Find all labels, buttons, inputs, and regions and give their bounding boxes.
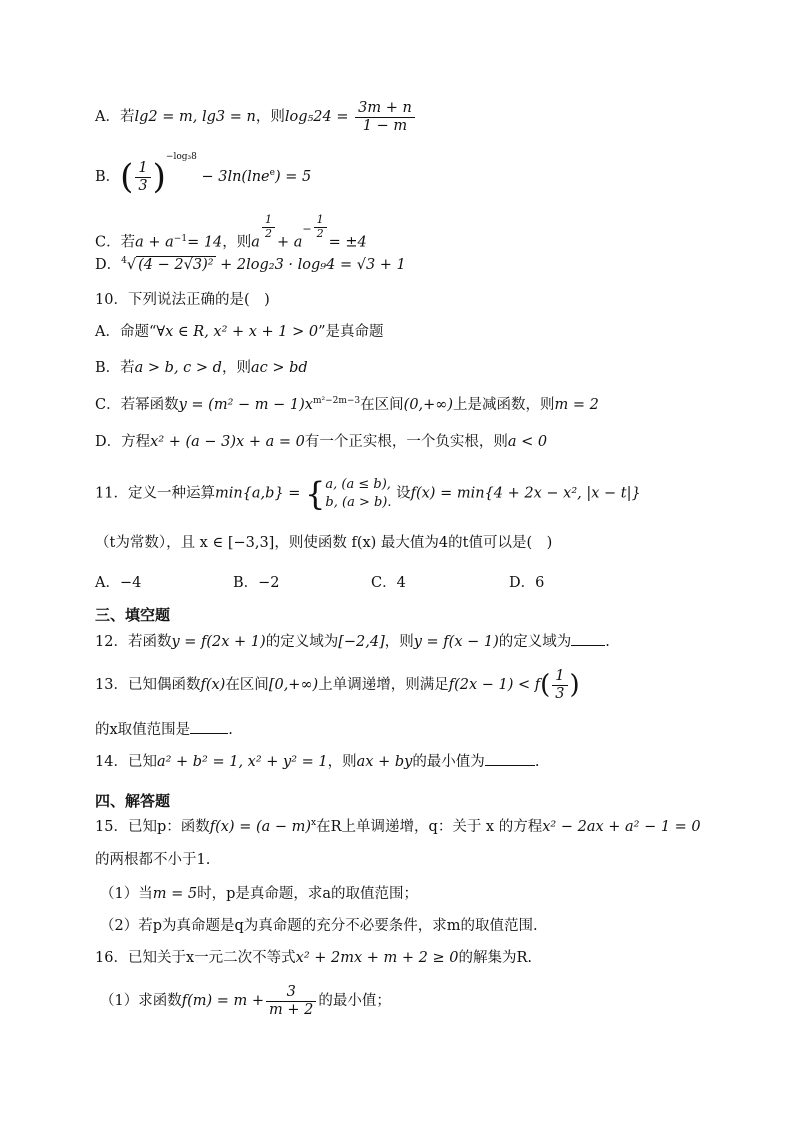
text: . bbox=[534, 754, 540, 770]
exponent-sign: − bbox=[302, 222, 312, 236]
option-label: A．若 bbox=[95, 109, 135, 126]
math-expression: a > b, c > d bbox=[134, 360, 222, 376]
math-expression: = 14 bbox=[187, 234, 223, 251]
radical-sign: √ bbox=[126, 256, 137, 273]
section-3-heading: 三、填空题 bbox=[95, 606, 171, 624]
left-brace: { bbox=[305, 474, 326, 513]
text: 的x取值范围是 bbox=[95, 722, 191, 738]
q11-stem bbox=[95, 476, 641, 511]
text: . bbox=[605, 634, 610, 650]
left-paren: ( bbox=[540, 670, 551, 701]
radical-index: 4 bbox=[121, 256, 127, 266]
math-expression: x² + (a − 3)x + a = 0 bbox=[150, 434, 305, 450]
text: 的定义域为 bbox=[265, 634, 339, 650]
math-expression: a bbox=[251, 234, 260, 251]
q15-line2: 的两根都不小于1. bbox=[95, 852, 211, 868]
numerator: 1 bbox=[262, 214, 275, 228]
text: 上单调递增，则满足 bbox=[318, 677, 449, 694]
exponent: x bbox=[311, 818, 317, 828]
section-4-heading: 四、解答题 bbox=[95, 792, 171, 810]
answer-blank[interactable] bbox=[485, 764, 535, 766]
math-expression: x² − 2ax + a² − 1 = 0 bbox=[542, 818, 701, 835]
denominator: 2 bbox=[264, 226, 272, 240]
text: 16．已知关于x一元二次不等式 bbox=[95, 950, 296, 966]
option-label: D． bbox=[95, 256, 122, 273]
math-expression: x² + 2mx + m + 2 ≥ 0 bbox=[295, 950, 459, 966]
option-label: C．若幂函数 bbox=[95, 396, 179, 413]
q13-line2 bbox=[95, 722, 233, 739]
text: 12．若函数 bbox=[95, 634, 172, 650]
math-expression: + 2log₂3 · log₉4 = √3 + 1 bbox=[220, 256, 406, 273]
text: 11．定义一种运算 bbox=[95, 485, 215, 502]
option-label: C．若 bbox=[95, 234, 136, 251]
q16 bbox=[95, 950, 532, 967]
text: ，则 bbox=[327, 754, 357, 770]
q13 bbox=[95, 668, 580, 702]
math-expression: f(x) bbox=[200, 677, 226, 694]
q15-part-2: （2）若p为真命题是q为真命题的充分不必要条件，求m的取值范围. bbox=[100, 918, 538, 934]
q15 bbox=[95, 818, 701, 836]
text: 在R上单调递增，q：关于 x 的方程 bbox=[316, 818, 543, 835]
q9-option-c bbox=[95, 214, 367, 252]
fraction bbox=[135, 160, 150, 194]
text: 14．已知 bbox=[95, 754, 157, 770]
case-2: b, (a > b). bbox=[325, 494, 392, 510]
answer-blank[interactable] bbox=[190, 732, 228, 734]
numerator: 3 bbox=[266, 984, 316, 1002]
math-expression: − 3ln(lne bbox=[201, 169, 270, 185]
math-expression: m = 5 bbox=[152, 886, 198, 902]
q9-option-b bbox=[95, 152, 312, 197]
fraction-exponent bbox=[262, 214, 275, 240]
exponent: −log₃8 bbox=[165, 152, 197, 162]
fraction bbox=[552, 668, 567, 702]
numerator: 1 bbox=[314, 214, 327, 228]
radicand: (4 − 2√3)² bbox=[138, 256, 214, 273]
fraction bbox=[355, 100, 415, 134]
math-expression: [0,+∞) bbox=[268, 677, 319, 694]
option-label: B．若 bbox=[95, 360, 135, 376]
q12 bbox=[95, 634, 610, 651]
fraction bbox=[266, 984, 316, 1018]
fraction-exponent bbox=[314, 214, 327, 240]
option-label: D．方程 bbox=[95, 434, 151, 450]
case-1: a, (a ≤ b), bbox=[325, 477, 391, 492]
q10-option-b bbox=[95, 360, 308, 377]
math-expression: f(x) = (a − m) bbox=[209, 818, 312, 835]
q9-option-d bbox=[95, 256, 406, 274]
option-label: A．命题“ bbox=[95, 324, 157, 340]
q15-part-1 bbox=[100, 886, 418, 903]
math-expression: a < 0 bbox=[507, 434, 548, 450]
text: 上是减函数，则 bbox=[453, 396, 555, 413]
math-expression: ax + by bbox=[356, 754, 413, 770]
math-expression: f(2x − 1) < f bbox=[448, 677, 541, 694]
math-expression: + a bbox=[276, 234, 303, 251]
q10-stem: 10．下列说法正确的是( ) bbox=[95, 292, 270, 308]
text: 15．已知p：函数 bbox=[95, 818, 210, 835]
text: ”是真命题 bbox=[318, 324, 384, 340]
math-expression: f(m) = m + bbox=[181, 993, 265, 1010]
text: （1）当 bbox=[100, 886, 153, 902]
math-expression: y = f(x − 1) bbox=[413, 634, 499, 650]
numerator: 1 bbox=[552, 668, 567, 686]
math-expression: y = (m² − m − 1)x bbox=[178, 396, 313, 413]
denominator: m + 2 bbox=[269, 1001, 314, 1018]
q11-option-d: D．6 bbox=[509, 575, 545, 591]
text: 在区间 bbox=[225, 677, 269, 694]
text: 的最小值； bbox=[318, 993, 391, 1010]
text: ，则 bbox=[384, 634, 414, 650]
numerator: 1 bbox=[135, 160, 150, 178]
text: ，则 bbox=[221, 360, 251, 376]
math-expression: (0,+∞) bbox=[403, 396, 454, 413]
text: （1）求函数 bbox=[100, 993, 182, 1010]
exponent: −1 bbox=[173, 233, 188, 244]
q16-part-1 bbox=[100, 984, 391, 1018]
piecewise-cases bbox=[325, 476, 391, 511]
text: 设 bbox=[396, 485, 411, 502]
text: 时，p是真命题，求a的取值范围； bbox=[197, 886, 419, 902]
text: 13．已知偶函数 bbox=[95, 677, 201, 694]
math-expression: lg2 = m, lg3 = n bbox=[134, 109, 256, 126]
math-expression: y = f(2x + 1) bbox=[171, 634, 266, 650]
text: 的解集为R. bbox=[458, 950, 532, 966]
text: 有一个正实根，一个负实根，则 bbox=[304, 434, 508, 450]
math-expression: log₅24 = bbox=[284, 109, 349, 126]
q11-option-b: B．−2 bbox=[233, 575, 280, 591]
q14 bbox=[95, 754, 539, 771]
math-expression: ) = 5 bbox=[274, 169, 312, 185]
math-expression: ac > bd bbox=[250, 360, 308, 376]
math-expression: min{a,b} = bbox=[214, 485, 301, 502]
right-paren: ) bbox=[152, 157, 166, 197]
denominator: 2 bbox=[316, 226, 324, 240]
math-expression: [−2,4] bbox=[338, 634, 385, 650]
q10-option-c bbox=[95, 396, 599, 414]
text: 在区间 bbox=[360, 396, 404, 413]
denominator: 1 − m bbox=[362, 117, 408, 134]
q11-option-a: A．−4 bbox=[95, 575, 142, 591]
text: 的最小值为 bbox=[412, 754, 485, 770]
q10-option-a bbox=[95, 324, 384, 341]
denominator: 3 bbox=[138, 177, 148, 194]
exponent: m²−2m−3 bbox=[312, 396, 361, 406]
denominator: 3 bbox=[555, 685, 565, 702]
q11-line2: （t为常数），且 x ∈ [−3,3]，则使函数 f(x) 最大值为4的t值可以是( ) bbox=[95, 535, 553, 551]
text: ，则 bbox=[255, 109, 285, 126]
math-expression: a + a bbox=[135, 234, 174, 251]
numerator: 3m + n bbox=[355, 100, 415, 118]
left-paren: ( bbox=[120, 157, 134, 197]
math-expression: m = 2 bbox=[554, 396, 599, 413]
text: ，则 bbox=[222, 234, 252, 251]
text: 的定义域为 bbox=[498, 634, 572, 650]
right-paren: ) bbox=[569, 670, 580, 701]
math-expression: a² + b² = 1, x² + y² = 1 bbox=[156, 754, 328, 770]
q9-option-a bbox=[95, 100, 417, 134]
math-expression: f(x) = min{4 + 2x − x², |x − t|} bbox=[410, 485, 641, 502]
option-label: B． bbox=[95, 169, 121, 185]
exponent: e bbox=[269, 168, 275, 179]
math-expression: ∀x ∈ R, x² + x + 1 > 0 bbox=[156, 324, 319, 340]
text: . bbox=[228, 722, 233, 738]
math-expression: = ±4 bbox=[328, 234, 367, 251]
q10-option-d bbox=[95, 434, 547, 451]
answer-blank[interactable] bbox=[571, 644, 605, 646]
q11-option-c: C．4 bbox=[371, 575, 406, 591]
